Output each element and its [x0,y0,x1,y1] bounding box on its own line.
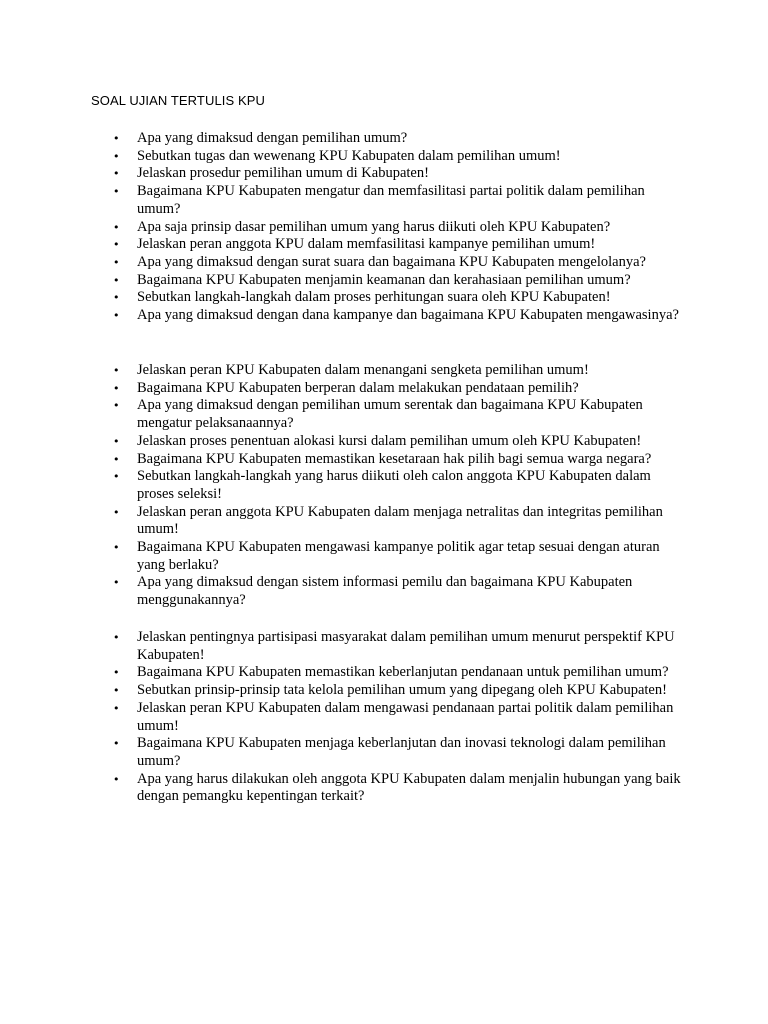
question-item: • Apa yang dimaksud dengan pemilihan umum serentak dan bagaimana KPU Kabupaten mengatur pelaksanaannya? [137,397,685,432]
question-item: • Apa yang dimaksud dengan surat suara dan bagaimana KPU Kabupaten mengelolanya? [137,254,685,272]
question-item: • Bagaimana KPU Kabupaten menjamin keamanan dan kerahasiaan pemilihan umum? [137,272,685,290]
question-item: • Bagaimana KPU Kabupaten memastikan keberlanjutan pendanaan untuk pemilihan umum? [137,664,685,682]
question-item: • Sebutkan tugas dan wewenang KPU Kabupaten dalam pemilihan umum! [137,148,685,166]
question-item: • Sebutkan langkah-langkah dalam proses perhitungan suara oleh KPU Kabupaten! [137,289,685,307]
question-item: • Jelaskan prosedur pemilihan umum di Kabupaten! [137,165,685,183]
question-item: • Apa yang dimaksud dengan dana kampanye dan bagaimana KPU Kabupaten mengawasinya? [137,307,685,325]
question-item: • Jelaskan peran anggota KPU Kabupaten dalam menjaga netralitas dan integritas pemilihan umum! [137,504,685,539]
question-item: • Bagaimana KPU Kabupaten berperan dalam melakukan pendataan pemilih? [137,380,685,398]
question-item: • Bagaimana KPU Kabupaten memastikan kesetaraan hak pilih bagi semua warga negara? [137,451,685,469]
document-title: SOAL UJIAN TERTULIS KPU [91,93,265,108]
question-item: • Apa saja prinsip dasar pemilihan umum yang harus diikuti oleh KPU Kabupaten? [137,219,685,237]
question-list-group-2 [137,362,685,610]
question-item: • Bagaimana KPU Kabupaten mengatur dan memfasilitasi partai politik dalam pemilihan umum? [137,183,685,218]
question-item: • Bagaimana KPU Kabupaten menjaga keberlanjutan dan inovasi teknologi dalam pemilihan umum? [137,735,685,770]
question-item: • Jelaskan pentingnya partisipasi masyarakat dalam pemilihan umum menurut perspektif KPU Kabupaten! [137,629,685,664]
question-item: • Sebutkan prinsip-prinsip tata kelola pemilihan umum yang dipegang oleh KPU Kabupaten! [137,682,685,700]
question-list-group-1 [137,130,685,325]
question-item: • Jelaskan peran anggota KPU dalam memfasilitasi kampanye pemilihan umum! [137,236,685,254]
question-item: • Sebutkan langkah-langkah yang harus diikuti oleh calon anggota KPU Kabupaten dalam proses seleksi! [137,468,685,503]
question-item: • Jelaskan peran KPU Kabupaten dalam menangani sengketa pemilihan umum! [137,362,685,380]
question-item: • Apa yang dimaksud dengan sistem informasi pemilu dan bagaimana KPU Kabupaten menggunakannya? [137,574,685,609]
question-item: • Apa yang harus dilakukan oleh anggota KPU Kabupaten dalam menjalin hubungan yang baik dengan pemangku kepentingan terkait? [137,771,685,806]
question-item: • Jelaskan peran KPU Kabupaten dalam mengawasi pendanaan partai politik dalam pemilihan umum! [137,700,685,735]
question-item: • Apa yang dimaksud dengan pemilihan umum? [137,130,685,148]
question-item: • Jelaskan proses penentuan alokasi kursi dalam pemilihan umum oleh KPU Kabupaten! [137,433,685,451]
question-item: • Bagaimana KPU Kabupaten mengawasi kampanye politik agar tetap sesuai dengan aturan yang berlaku? [137,539,685,574]
question-list-group-3 [137,629,685,806]
